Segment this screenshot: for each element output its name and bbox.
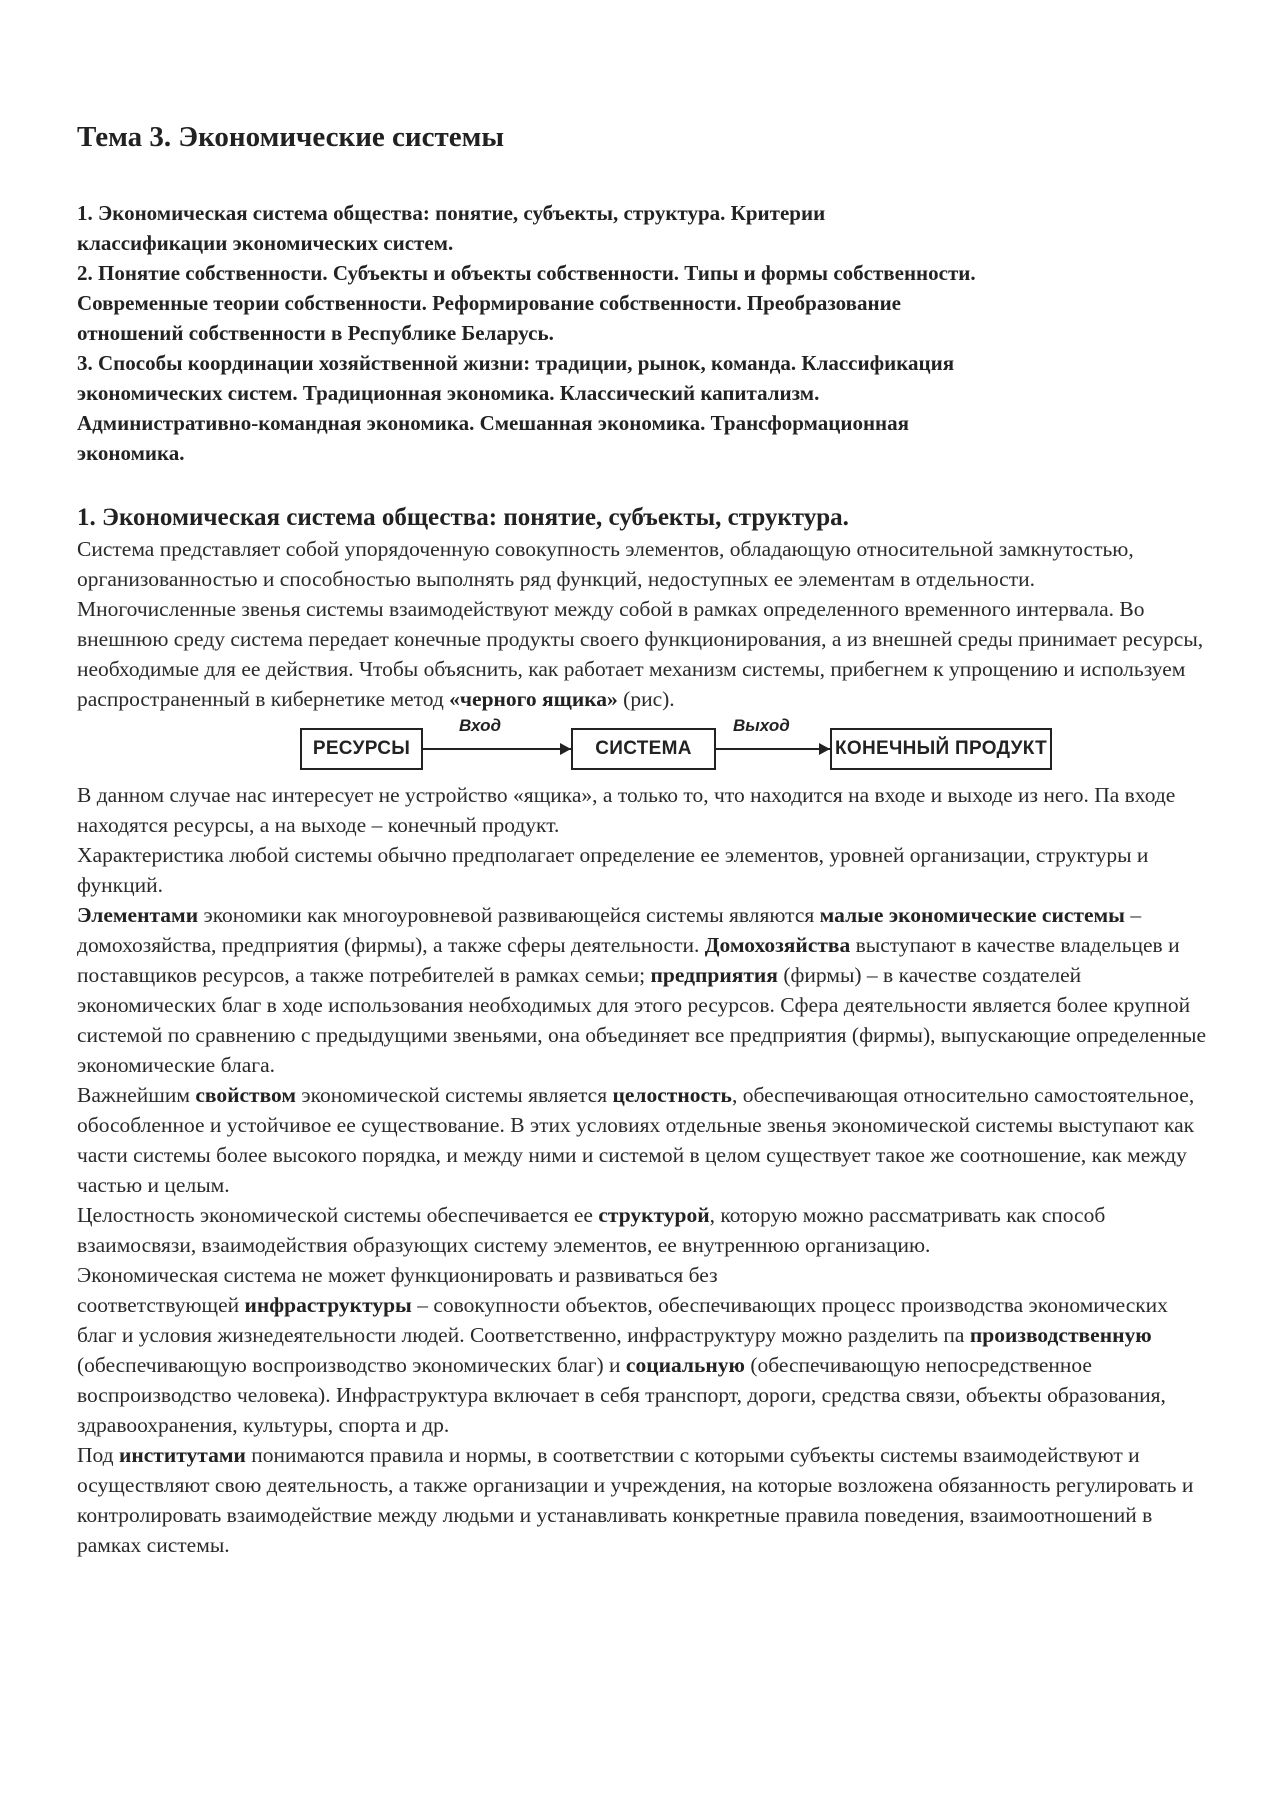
diagram-box-resources: РЕСУРСЫ [300,728,423,770]
term-enterprises: предприятия [650,963,778,987]
outline-line: классификации экономических систем. [77,231,454,255]
text-run: Экономическая система не может функционировать и развиваться без [77,1263,718,1287]
term-households: Домохозяйства [704,933,851,957]
term-small-systems: малые экономические системы [819,903,1125,927]
text-run: соответствующей [77,1293,245,1317]
text-run: понимаются правила и нормы, в соответствии с которыми субъекты системы взаимодействуют и осуществляют свою деятельность, а также организации и учреждения, на которые возложена обязанность регулировать и контролировать взаимодействие между людьми и устанавливать конкретные правила поведения, взаимоотношений в рамках системы. [77,1443,1194,1557]
outline-line: Административно-командная экономика. Смешанная экономика. Трансформационная [77,411,910,435]
paragraph-structure [77,1200,1207,1260]
term-property: свойством [195,1083,297,1107]
paragraph-integrity [77,1080,1207,1200]
diagram-arrow-head [560,743,571,755]
term-social: социальную [625,1353,745,1377]
document-page [77,120,1207,1560]
paragraph-characteristics: Характеристика любой системы обычно предполагает определение ее элементов, уровней организации, структуры и функций. [77,843,1149,897]
text-run: экономики как многоуровневой развивающейся системы являются [198,903,820,927]
paragraph-elements [77,900,1207,1080]
outline-line: 2. Понятие собственности. Субъекты и объекты собственности. Типы и формы собственности. [77,261,976,285]
diagram-label-output: Выход [733,716,790,735]
text-run: , которую можно рассматривать как способ взаимосвязи, взаимодействия образующих систему элементов, ее внутреннюю организацию. [77,1203,1106,1257]
diagram-label-input: Вход [459,716,501,735]
outline-line: 1. Экономическая система общества: понятие, субъекты, структура. Критерии [77,201,826,225]
text-run: (обеспечивающую воспроизводство экономических благ) и [77,1353,626,1377]
paragraph-institutions [77,1440,1207,1560]
diagram-box-system: СИСТЕМА [571,728,716,770]
text-run: – совокупности объектов, обеспечивающих процесс производства экономических благ и условия жизнедеятельности людей. Соответственно, инфраструктуру можно разделить па [77,1293,1168,1347]
topic-outline [77,198,1207,468]
text-run: Под [77,1443,119,1467]
term-black-box: «черного ящика» [449,687,618,711]
diagram-arrow-line [716,748,830,750]
section-heading: 1. Экономическая система общества: понятие, субъекты, структура. [77,504,849,531]
paragraph-box-explanation: В данном случае нас интересует не устройство «ящика», а только то, что находится на входе и выходе из него. Па входе находятся ресурсы, а на выходе – конечный продукт. [77,783,1176,837]
text-run: Важнейшим [77,1083,196,1107]
diagram-box-final-product: КОНЕЧНЫЙ ПРОДУКТ [830,728,1052,770]
paragraph-system-definition: Система представляет собой упорядоченную совокупность элементов, обладающую относительной замкнутостью, организованностью и способностью выполнять ряд функций, недоступных ее элементам в отдельности. [77,537,1134,591]
black-box-diagram [77,716,1207,776]
outline-line: экономика. [77,441,185,465]
text-run: Целостность экономической системы обеспечивается ее [77,1203,599,1227]
text-run: (фирмы) – в качестве создателей экономических благ в ходе использования необходимых для этого ресурсов. Сфера деятельности является более крупной системой по сравнению с предыдущими звеньями, она объединяет все предприятия (фирмы), выпускающие определенные экономические блага. [77,963,1207,1077]
paragraph-infrastructure [77,1260,1207,1440]
diagram-arrow-head [819,743,830,755]
term-productive: производственную [969,1323,1152,1347]
term-structure: структурой [598,1203,710,1227]
outline-line: отношений собственности в Республике Беларусь. [77,321,554,345]
text-run: (обеспечивающую непосредственное воспроизводство человека). Инфраструктура включает в себя транспорт, дороги, средства связи, объекты образования, здравоохранения, культуры, спорта и др. [77,1353,1166,1437]
outline-line: 3. Способы координации хозяйственной жизни: традиции, рынок, команда. Классификация [77,351,955,375]
outline-line: Современные теории собственности. Реформирование собственности. Преобразование [77,291,902,315]
term-integrity: целостность [612,1083,732,1107]
text-run: (рис). [617,687,675,711]
term-infrastructure: инфраструктуры [244,1293,412,1317]
text-run: экономической системы является [296,1083,613,1107]
text-run: Многочисленные звенья системы взаимодействуют между собой в рамках определенного временного интервала. Во внешнюю среду система передает конечные продукты своего функционирования, а из внешней среды принимает ресурсы, необходимые для ее действия. Чтобы объяснить, как работает механизм системы, прибегнем к упрощению и используем распространенный в кибернетике метод [77,597,1204,711]
outline-line: экономических систем. Традиционная экономика. Классический капитализм. [77,381,820,405]
text-run: , обеспечивающая относительно самостоятельное, обособленное и устойчивое ее существование. В этих условиях отдельные звенья экономической системы выступают как части системы более высокого порядка, и между ними и системой в целом существует такое же соотношение, как между частью и целым. [77,1083,1195,1197]
term-institutions: институтами [118,1443,246,1467]
page-title: Тема 3. Экономические системы [77,121,504,153]
text-run: выступают в качестве владельцев и поставщиков ресурсов, а также потребителей в рамках семьи; [77,933,1180,987]
paragraph-system-links [77,594,1207,714]
text-run: – домохозяйства, предприятия (фирмы), а также сферы деятельности. [77,903,1142,957]
term-elements: Элементами [77,903,199,927]
section-body [77,534,1207,1560]
diagram-arrow-line [423,748,571,750]
